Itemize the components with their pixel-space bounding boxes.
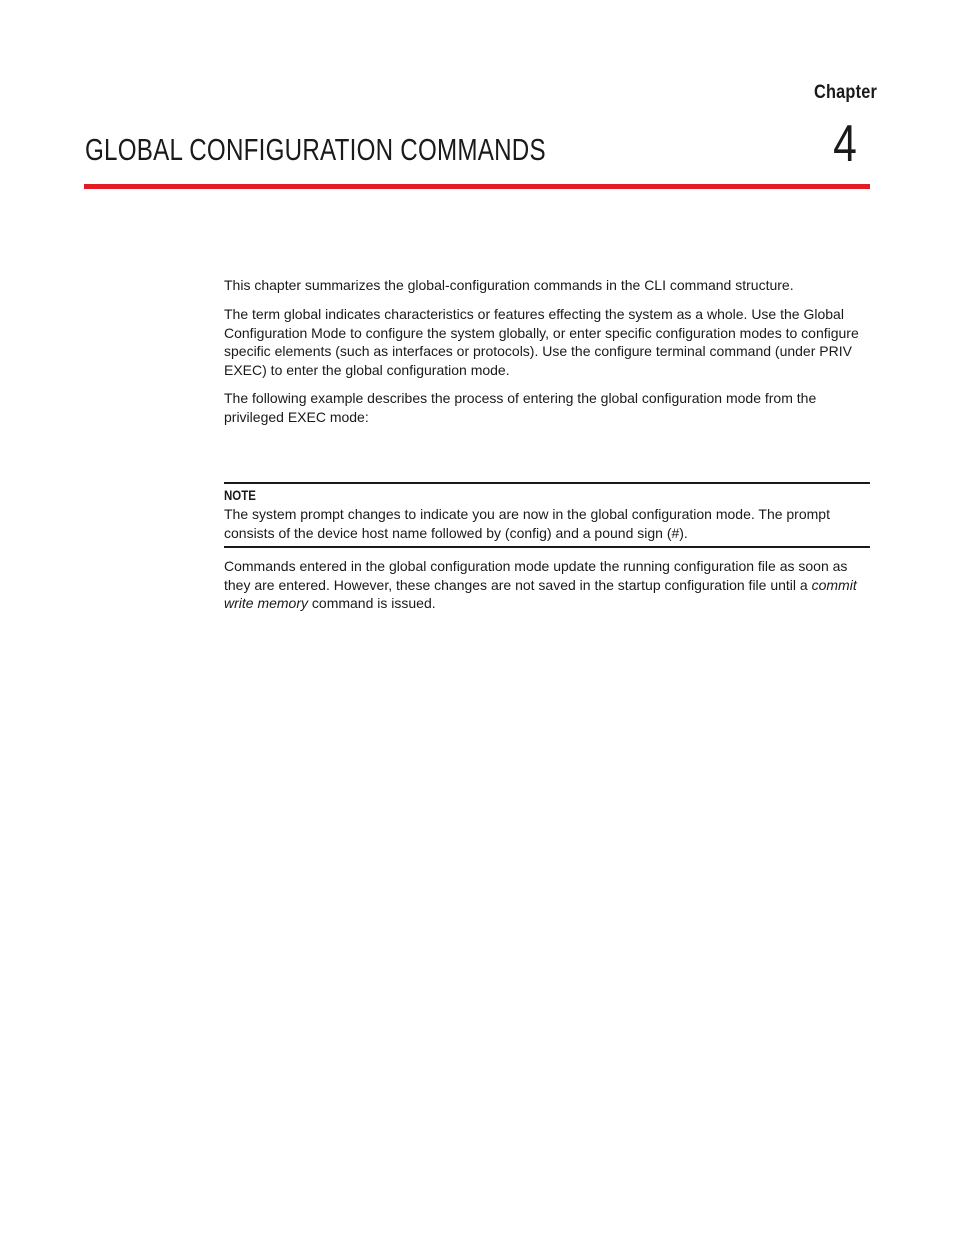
global-term-paragraph: The term global indicates characteristics or features effecting the system as a whole. Use the Global Configuration Mode to configure the system globally, or enter specific configuration modes to configure specific elements (such as interfaces or protocols). Use the configure terminal command (under PRIV EXEC) to enter the global configuration mode. bbox=[224, 306, 859, 378]
commit-command-emphasis: commit write memory bbox=[224, 576, 857, 612]
title-rule bbox=[84, 184, 870, 189]
chapter-number: 4 bbox=[833, 115, 857, 173]
commit-paragraph bbox=[224, 557, 872, 613]
note-bottom-rule bbox=[224, 546, 870, 548]
intro-paragraph: This chapter summarizes the global-configuration commands in the CLI command structure. bbox=[224, 277, 794, 293]
note-text: The system prompt changes to indicate you are now in the global configuration mode. The prompt consists of the device host name followed by (config) and a pound sign (#). bbox=[224, 506, 830, 541]
commit-paragraph-start: Commands entered in the global configuration mode update the running configuration file as soon as they are entered. However, these changes are not saved in the startup configuration file until a bbox=[224, 558, 848, 593]
note-label: NOTE bbox=[224, 487, 256, 503]
chapter-label: Chapter bbox=[814, 82, 877, 103]
chapter-title: GLOBAL CONFIGURATION COMMANDS bbox=[85, 132, 546, 167]
note-top-rule bbox=[224, 482, 870, 484]
example-paragraph: The following example describes the process of entering the global configuration mode from the privileged EXEC mode: bbox=[224, 390, 817, 425]
commit-paragraph-end: command is issued. bbox=[308, 595, 436, 612]
